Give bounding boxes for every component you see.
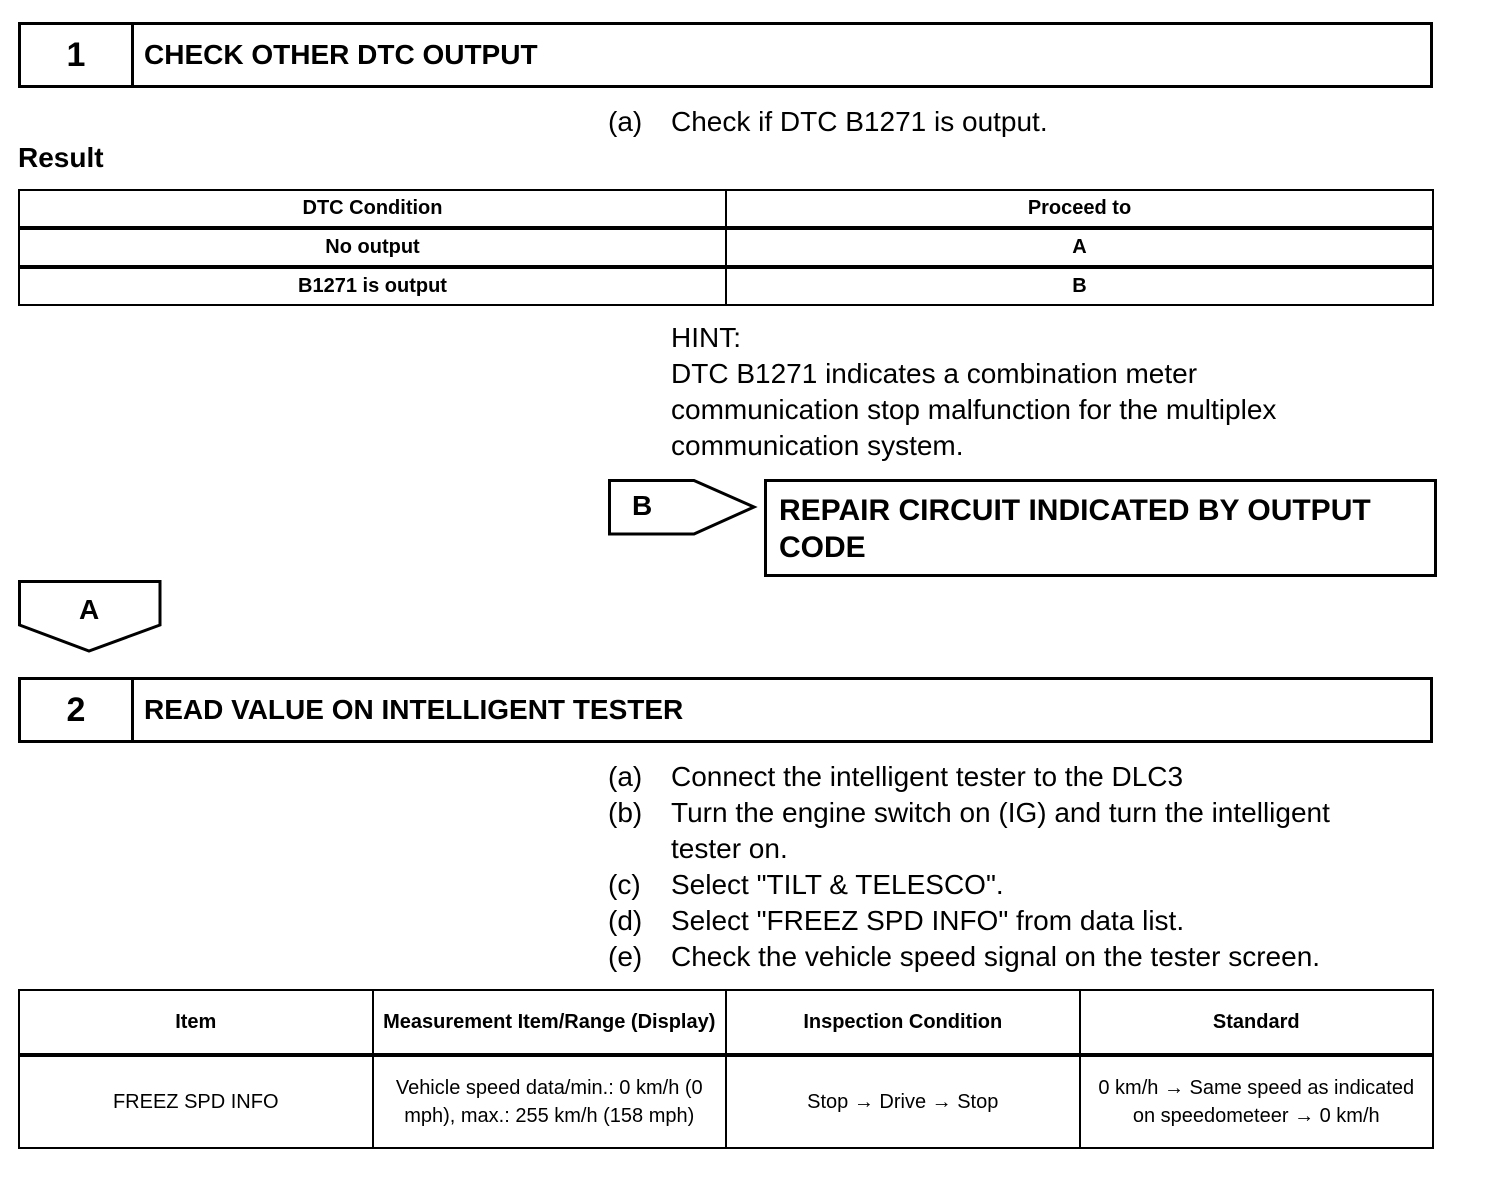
table-header-cell: Item	[19, 990, 373, 1055]
procedure-line	[608, 939, 1320, 975]
step-number: 2	[21, 680, 134, 740]
data-list-table	[18, 989, 1434, 1149]
table-cell: FREEZ SPD INFO	[19, 1055, 373, 1148]
table-cell: No output	[19, 228, 726, 267]
procedure-line	[608, 759, 1183, 795]
procedure-text: Select "FREEZ SPD INFO" from data list.	[671, 905, 1185, 936]
repair-action-line: CODE	[779, 531, 866, 564]
hint-label: HINT:	[671, 322, 741, 353]
step-1-header	[18, 22, 1433, 88]
hint-line: communication stop malfunction for the multiplex	[671, 394, 1277, 425]
table-cell: Vehicle speed data/min.: 0 km/h (0 mph), max.: 255 km/h (158 mph)	[373, 1055, 727, 1148]
hint-block	[671, 320, 1276, 464]
table-header-row	[19, 190, 1433, 228]
branch-a-label: A	[79, 594, 100, 625]
table-header-cell: DTC Condition	[19, 190, 726, 228]
procedure-line	[608, 831, 788, 867]
hint-line: DTC B1271 indicates a combination meter	[671, 358, 1198, 389]
procedure-line	[608, 795, 1330, 831]
step-title: READ VALUE ON INTELLIGENT TESTER	[144, 694, 684, 725]
procedure-text: Connect the intelligent tester to the DLC3	[671, 761, 1184, 792]
procedure-line	[608, 903, 1184, 939]
table-header-row	[19, 990, 1433, 1055]
table-cell: B	[726, 267, 1433, 305]
table-header-cell: Inspection Condition	[726, 990, 1080, 1055]
repair-action-line: REPAIR CIRCUIT INDICATED BY OUTPUT	[779, 494, 1371, 527]
table-cell: A	[726, 228, 1433, 267]
procedure-letter: (e)	[608, 941, 643, 972]
result-heading: Result	[18, 142, 104, 173]
procedure-letter: (a)	[608, 761, 643, 792]
table-header-cell: Standard	[1080, 990, 1434, 1055]
procedure-letter	[608, 831, 671, 867]
procedure-letter: (b)	[608, 797, 643, 828]
step-title: CHECK OTHER DTC OUTPUT	[144, 39, 538, 70]
repair-action-box	[764, 479, 1437, 577]
table-header-cell: Measurement Item/Range (Display)	[373, 990, 727, 1055]
table-cell: 0 km/h → Same speed as indicated on speedometeer → 0 km/h	[1080, 1055, 1434, 1148]
procedure-line	[608, 867, 1004, 903]
procedure-line	[608, 104, 1048, 140]
procedure-text: Turn the engine switch on (IG) and turn the intelligent	[671, 797, 1330, 828]
procedure-text: Check if DTC B1271 is output.	[671, 106, 1048, 137]
branch-b-label: B	[632, 490, 653, 521]
result-table	[18, 189, 1434, 306]
hint-line: communication system.	[671, 430, 964, 461]
table-row	[19, 267, 1433, 305]
table-row	[19, 228, 1433, 267]
procedure-text: tester on.	[671, 833, 788, 864]
table-row	[19, 1055, 1433, 1148]
table-cell: B1271 is output	[19, 267, 726, 305]
step-2-header	[18, 677, 1433, 743]
procedure-letter: (c)	[608, 869, 641, 900]
branch-b-arrow-icon	[608, 479, 758, 537]
step-number: 1	[21, 25, 134, 85]
procedure-text: Check the vehicle speed signal on the tester screen.	[671, 941, 1321, 972]
procedure-letter: (a)	[608, 106, 643, 137]
table-header-cell: Proceed to	[726, 190, 1433, 228]
procedure-text: Select "TILT & TELESCO".	[671, 869, 1004, 900]
procedure-letter: (d)	[608, 905, 643, 936]
table-cell: Stop → Drive → Stop	[726, 1055, 1080, 1148]
